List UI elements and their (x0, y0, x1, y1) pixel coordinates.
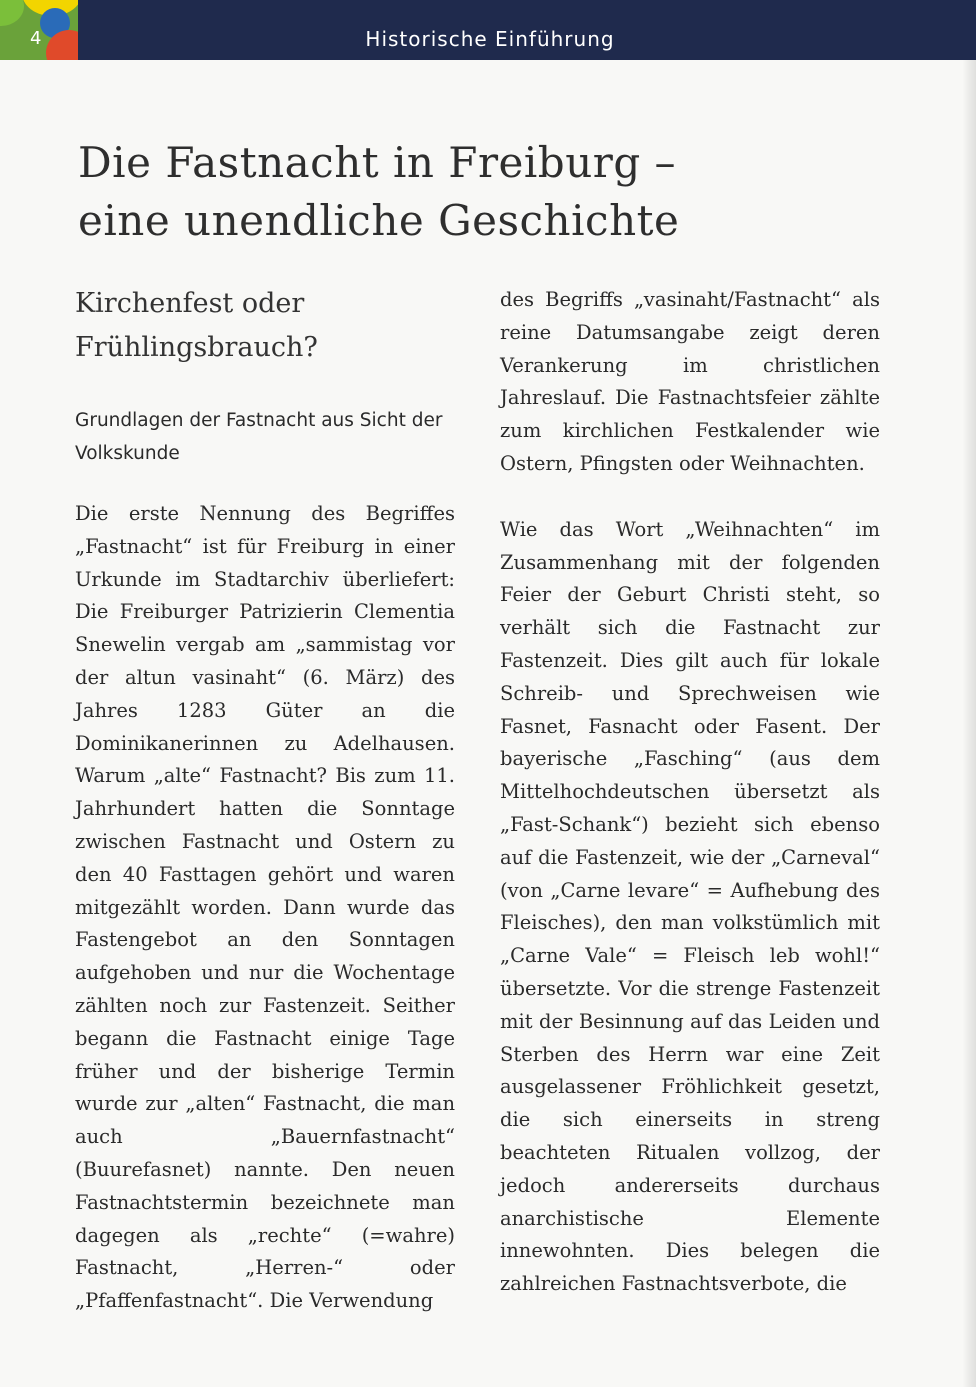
page-title (78, 134, 898, 250)
title-line-1: Die Fastnacht in Freiburg – (78, 138, 677, 187)
paragraph-3: Wie das Wort „Weihnachten“ im Zusammenhang mit der folgenden Feier der Geburt Christi steht, so verhält sich die Fastnacht zur Fastenzeit. Dies gilt auch für lokale Schreib- und Sprechweisen wie Fasnet, Fasnacht oder Fasent. Der bayerische „Fasching“ (aus dem Mittelhochdeutschen übersetzt als „Fast-Schank“) bezieht sich ebenso auf die Fastenzeit, wie der „Carneval“ (von „Carne levare“ = Aufhebung des Fleisches), den man volkstümlich mit „Carne Vale“ = Fleisch leb wohl!“ übersetzte. Vor die strenge Fastenzeit mit der Besinnung auf das Leiden und Sterben des Herrn war eine Zeit ausgelassener Fröhlichkeit gesetzt, die sich einerseits in streng beachteten Ritualen vollzog, der jedoch andererseits durchaus anarchistische Elemente innewohnten. Dies belegen die zahlreichen Fastnachtsverbote, die (500, 517, 880, 1296)
left-column (75, 282, 455, 1318)
intro-text: Grundlagen der Fastnacht aus Sicht der Volkskunde (75, 410, 443, 464)
section-title: Historische Einführung (365, 27, 615, 51)
page-gutter-shadow (962, 60, 976, 1387)
right-column (500, 284, 880, 1301)
page-number: 4 (30, 28, 42, 49)
paragraph-2: des Begriffs „vasinaht/Fastnacht“ als reine Datumsangabe zeigt deren Verankerung im christlichen Jahreslauf. Die Fastnachtsfeier zählte zum kirchlichen Festkalender wie Ostern, Pfingsten oder Weihnachten. (500, 288, 880, 475)
subheading: Kirchenfest oder Frühlingsbrauch? (75, 288, 318, 363)
paragraph-1: Die erste Nennung des Begriffes „Fastnacht“ ist für Freiburg in einer Urkunde im Stadtarchiv überliefert: Die Freiburger Patrizierin Clementia Snewelin vergab am „sammistag vor der altun vasinaht“ (6. März) des Jahres 1283 Güter an die Dominikanerinnen zu Adelhausen. Warum „alte“ Fastnacht? Bis zum 11. Jahrhundert hatten die Sonntage zwischen Fastnacht und Ostern zu den 40 Fasttagen gehört und waren mitgezählt worden. Dann wurde das Fastengebot an den Sonntagen aufgehoben und nur die Wochentage zählten noch zur Fastenzeit. Seither begann die Fastnacht einige Tage früher und der bisherige Termin wurde zur „alten“ Fastnacht, die man auch „Bauernfastnacht“ (Buurefasnet) nannte. Den neuen Fastnachtstermin bezeichnete man dagegen als „rechte“ (=wahre) Fastnacht, „Herren-“ oder „Pfaffenfastnacht“. Die Verwendung (75, 502, 455, 1313)
title-line-2: eine unendliche Geschichte (78, 196, 680, 245)
